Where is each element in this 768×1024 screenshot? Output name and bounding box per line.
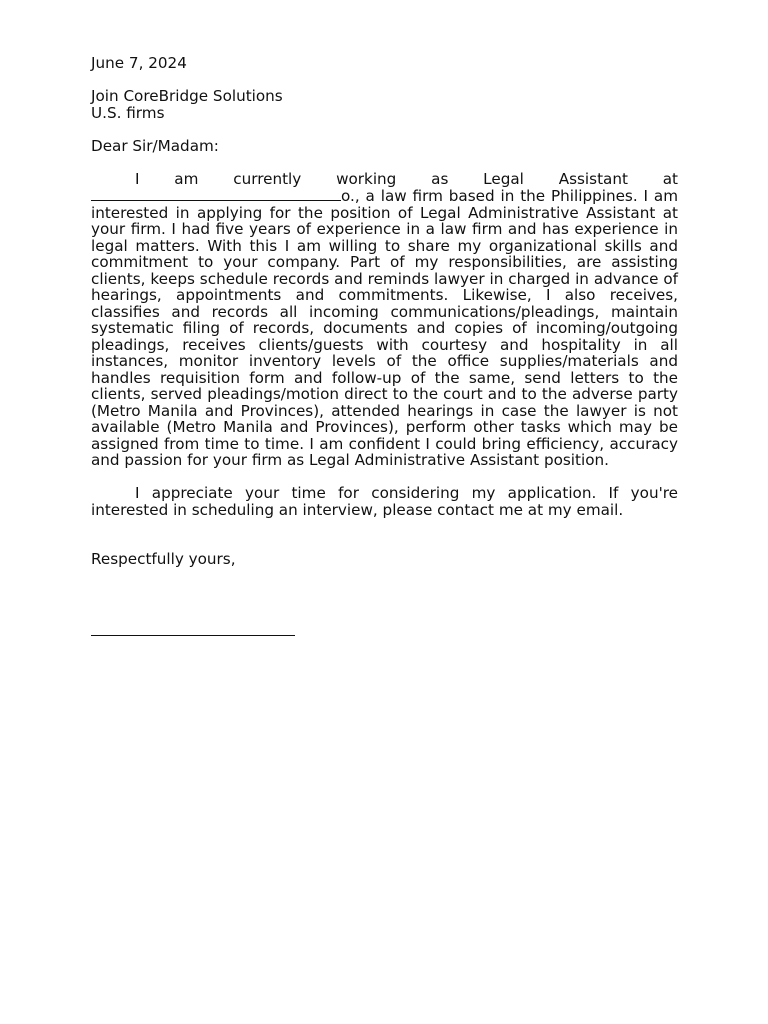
body-paragraph-1-rest: o., a law firm based in the Philippines. I am interested in applying for the position of Legal Administrative Assistant at your firm. I had five years of experience in a law firm and has experience in legal matters. With this I am willing to share my organizational skills and commitment to your company. Part of my responsibilities, are assisting clients, keeps schedule records and reminds lawyer in charged in advance of hearings, appointments and commitments. Likewise, I also receives, classifies and records all incoming communications/pleadings, maintain systematic filing of records, documents and copies of incoming/outgoing pleadings, receives clients/guests with courtesy and hospitality in all instances, monitor inventory levels of the office supplies/materials and handles requisition form and follow-up of the same, send letters to the clients, served pleadings/motion direct to the court and to the adverse party (Metro Manila and Provinces), attended hearings in case the lawyer is not available (Metro Manila and Provinces), perform other tasks which may be assigned from time to time. I am confident I could bring efficiency, accuracy and passion for your firm as Legal Administrative Assistant position. (91, 187, 678, 469)
letter-date: June 7, 2024 (91, 54, 187, 72)
firm-name-blank (91, 187, 341, 201)
letter-page (91, 55, 678, 636)
recipient-location: U.S. firms (91, 103, 165, 122)
signature-line (91, 634, 295, 636)
salutation: Dear Sir/Madam: (91, 136, 219, 155)
closing: Respectfully yours, (91, 550, 236, 568)
body-paragraph-1 (91, 171, 678, 469)
recipient-company: Join CoreBridge Solutions (91, 87, 283, 105)
body-paragraph-2: I appreciate your time for considering my application. If you're interested in scheduling an interview, please contact me at my email. (91, 484, 678, 519)
body-paragraph-1-start: I am currently working as Legal Assistant at (135, 169, 678, 188)
